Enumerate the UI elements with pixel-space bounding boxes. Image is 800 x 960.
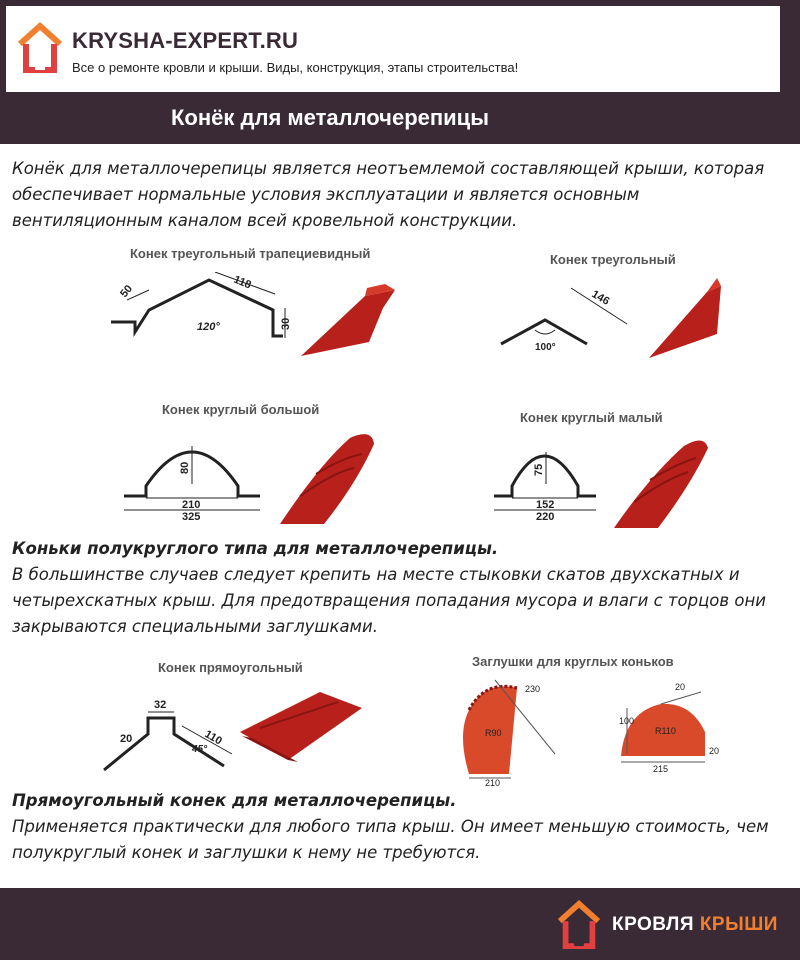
dim-45-deg: 45° [192,744,208,755]
dim-100: 100 [619,716,635,726]
dim-50: 50 [118,282,136,300]
dim-210: 210 [485,778,501,786]
footer-brand-part1: КРОВЛЯ [612,914,695,935]
dim-146: 146 [589,288,612,308]
dim-20-right: 20 [709,746,720,756]
diagram-label-triangular: Конек треугольный [550,252,676,267]
dim-230: 230 [525,684,541,694]
diagram-label-rectangular: Конек прямоугольный [158,660,303,675]
dim-325: 325 [182,511,201,523]
content-panel [0,144,800,888]
site-name[interactable]: KRYSHA-EXPERT.RU [72,28,299,53]
trapezoid-ridge-diagram [105,272,405,362]
dim-30: 30 [280,317,292,330]
ridge-caps-diagram [455,674,735,786]
diagram-label-round-small: Конек круглый малый [520,410,663,425]
dim-152: 152 [536,499,555,511]
dim-120-deg: 120° [197,321,220,333]
rectangular-text: Применяется практически для любого типа крыш. Он имеет меньшую стоимость, чем полукруглый конек и заглушки к нему не требуются. [12,817,769,862]
round-large-ridge-diagram [120,424,390,534]
semicircular-section [12,536,792,640]
dim-100-deg: 100° [535,342,556,353]
triangular-ridge-diagram [495,274,735,364]
dim-r90: R90 [485,728,502,738]
header [6,6,780,92]
dim-210: 210 [182,499,201,511]
dim-215: 215 [653,764,669,774]
dim-118: 118 [231,273,253,292]
dim-75: 75 [533,463,545,476]
footer-brand [612,914,778,936]
house-icon [556,898,602,952]
rectangular-heading: Прямоугольный конек для металлочерепицы. [12,791,457,810]
dim-20: 20 [120,733,133,745]
footer-brand-part2: КРЫШИ [699,914,778,935]
diagram-label-round-large: Конек круглый большой [162,402,320,417]
diagram-label-trapezoid: Конек треугольный трапециевидный [130,246,371,261]
rectangular-section [12,788,792,866]
dim-20-top: 20 [675,682,686,692]
dim-80: 80 [179,461,191,474]
round-small-ridge-diagram [490,430,730,534]
intro-paragraph: Конёк для металлочерепицы является неотъемлемой составляющей крыши, которая обеспечивает нормальные условия эксплуатации и является основным вентиляционным каналом всей кровельной конструкции. [12,159,765,230]
dim-220: 220 [536,511,555,523]
page-title: Конёк для металлочерепицы [6,92,654,144]
dim-110: 110 [202,728,224,748]
semicircular-heading: Коньки полукруглого типа для металлочерепицы. [12,539,499,558]
rectangular-ridge-diagram [92,680,362,780]
dim-r110: R110 [655,726,676,736]
dim-32: 32 [154,699,167,711]
footer-logo[interactable] [556,898,778,952]
semicircular-text: В большинстве случаев следует крепить на месте стыковки скатов двухскатных и четырехскатных крыш. Для предотвращения попадания мусора и влаги с торцов они закрываются специальными заглушками. [12,565,766,636]
diagram-label-caps: Заглушки для круглых коньков [472,654,674,669]
house-icon [16,20,64,76]
site-tagline: Все о ремонте кровли и крыши. Виды, конструкция, этапы строительства! [72,60,519,75]
